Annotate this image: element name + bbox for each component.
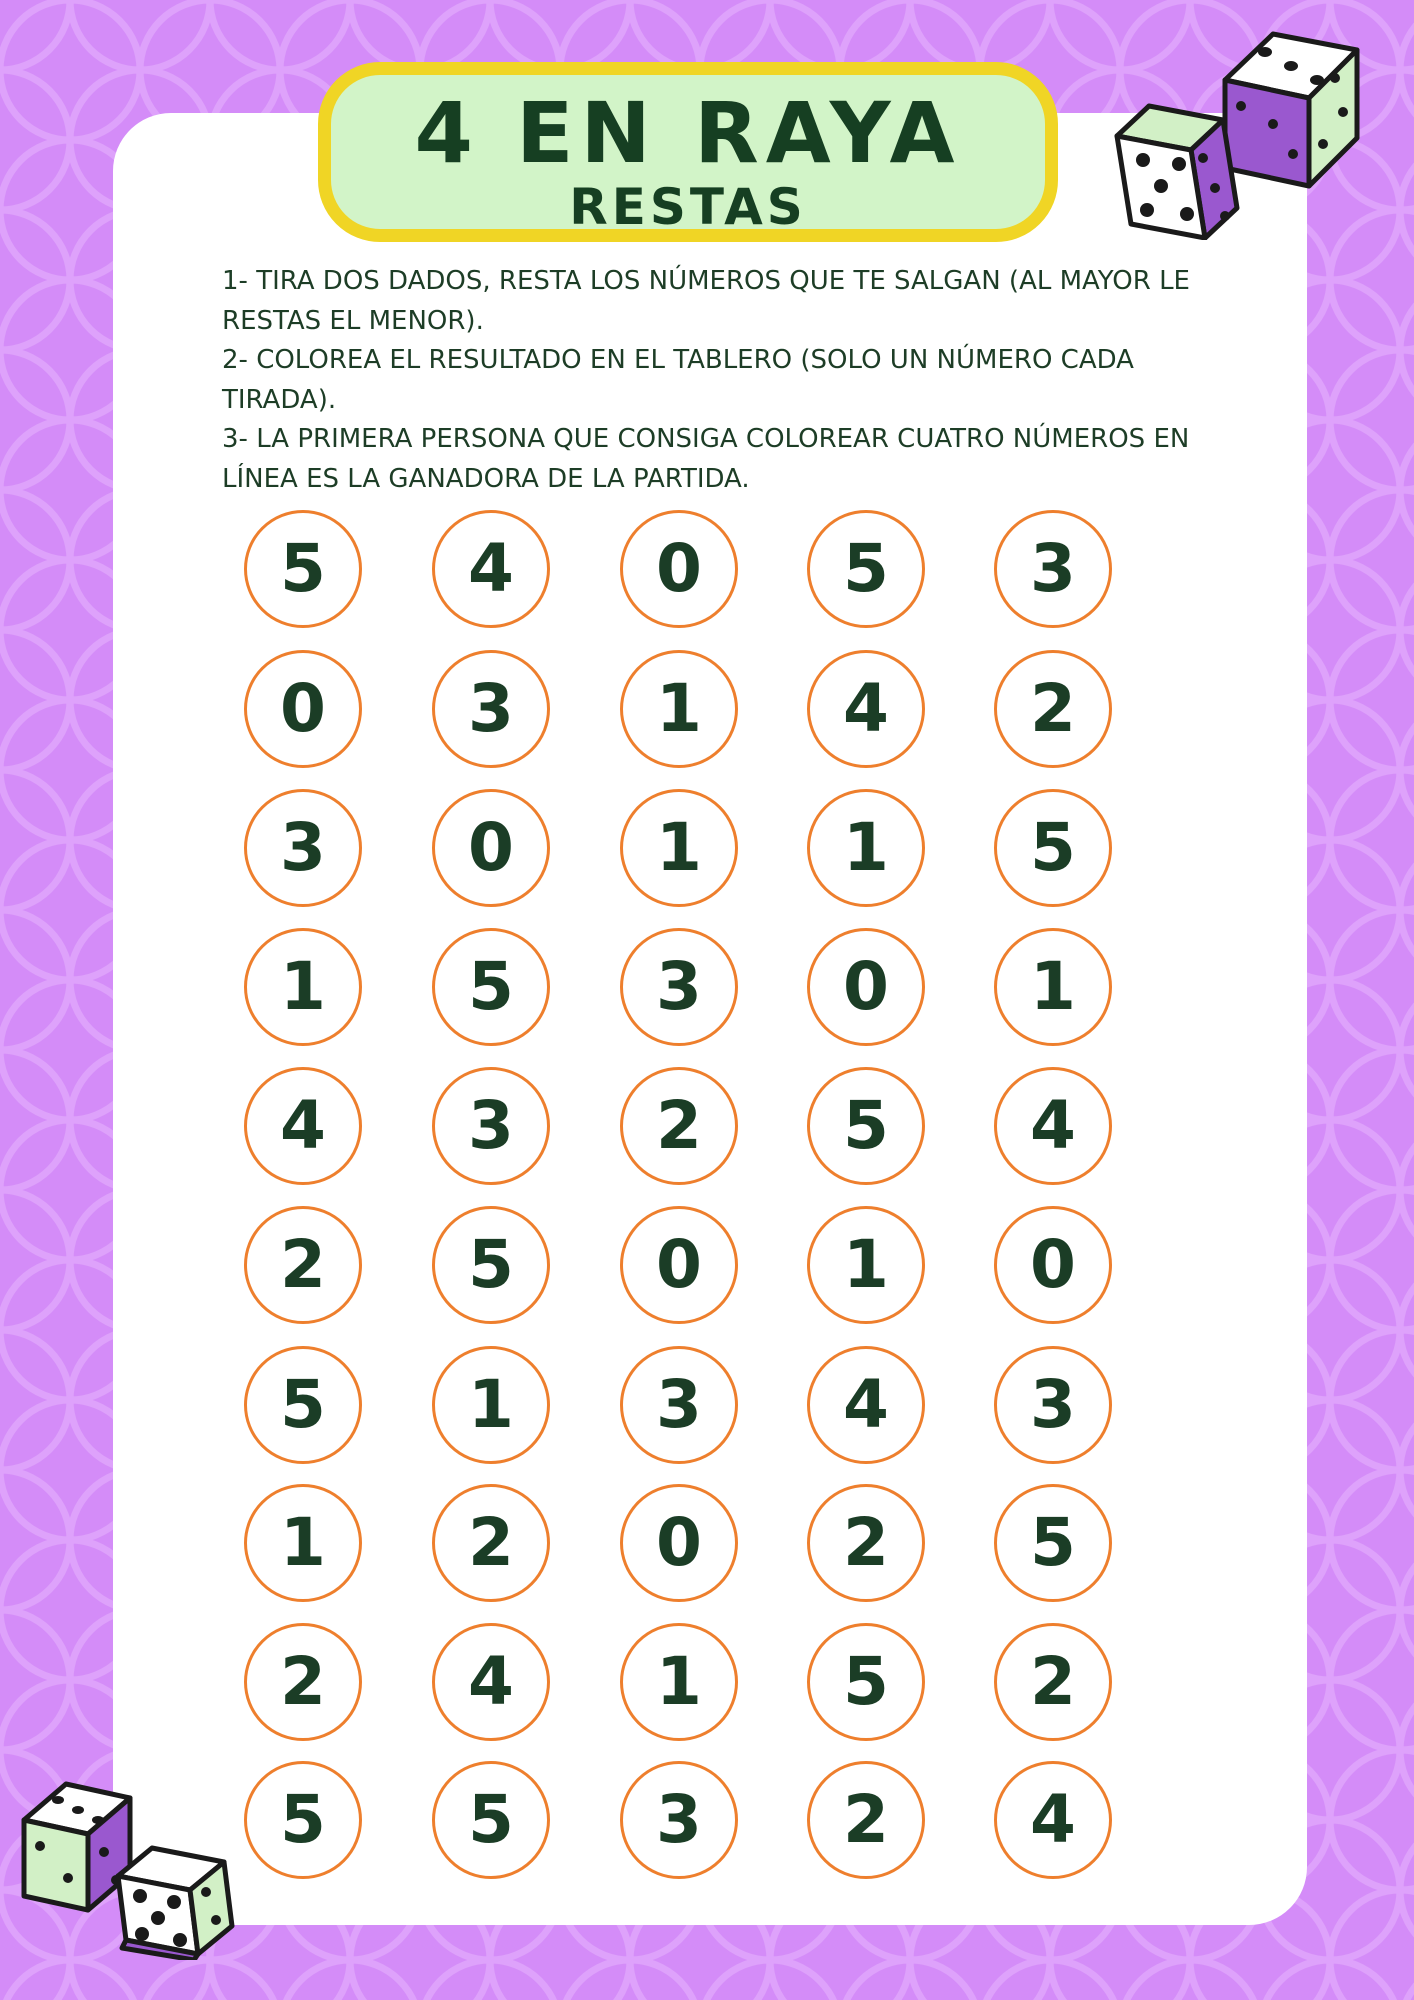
- board-cell: [994, 928, 1112, 1046]
- board-number: 0: [468, 809, 514, 886]
- board-cell: [994, 1206, 1112, 1324]
- board-cell: [432, 510, 550, 628]
- board-number: 2: [280, 1226, 326, 1303]
- page-subtitle: RESTAS: [569, 178, 807, 236]
- board-cell: [244, 1484, 362, 1602]
- board-cell: [807, 650, 925, 768]
- board-cell: [620, 510, 738, 628]
- board-cell: [807, 1761, 925, 1879]
- board-number: 1: [843, 809, 889, 886]
- board-cell: [620, 1206, 738, 1324]
- dice-pair-top-right-icon: [1105, 28, 1363, 240]
- instruction-3: 3- LA PRIMERA PERSONA QUE CONSIGA COLOREAR CUATRO NÚMEROS EN LÍNEA ES LA GANADORA DE LA PARTIDA.: [222, 424, 1190, 494]
- board-cell: [432, 1067, 550, 1185]
- board-number: 5: [280, 1366, 326, 1443]
- board-cell: [244, 650, 362, 768]
- board-number: 5: [1030, 809, 1076, 886]
- board-number: 1: [656, 1643, 702, 1720]
- board-number: 5: [468, 1226, 514, 1303]
- board-number: 5: [1030, 1504, 1076, 1581]
- board-cell: [432, 1623, 550, 1741]
- board-number: 1: [1030, 948, 1076, 1025]
- board-number: 5: [843, 530, 889, 607]
- board-number: 4: [468, 1643, 514, 1720]
- instruction-2: 2- COLOREA EL RESULTADO EN EL TABLERO (SOLO UN NÚMERO CADA TIRADA).: [222, 345, 1134, 415]
- board-number: 2: [656, 1087, 702, 1164]
- board-number: 0: [843, 948, 889, 1025]
- board-number: 2: [280, 1643, 326, 1720]
- board-cell: [620, 789, 738, 907]
- board-cell: [807, 1067, 925, 1185]
- board-number: 4: [468, 530, 514, 607]
- page-title: 4 EN RAYA: [414, 84, 962, 182]
- board-number: 0: [656, 530, 702, 607]
- board-number: 5: [843, 1087, 889, 1164]
- board-cell: [620, 1067, 738, 1185]
- board-number: 3: [280, 809, 326, 886]
- board-cell: [807, 789, 925, 907]
- board-number: 1: [468, 1366, 514, 1443]
- board-cell: [994, 1761, 1112, 1879]
- board-cell: [994, 1484, 1112, 1602]
- board-number: 3: [1030, 530, 1076, 607]
- board-number: 4: [843, 1366, 889, 1443]
- board-number: 5: [280, 1781, 326, 1858]
- board-number: 2: [843, 1504, 889, 1581]
- board-cell: [432, 650, 550, 768]
- board-number: 0: [280, 670, 326, 747]
- board-number: 3: [1030, 1366, 1076, 1443]
- board-cell: [620, 1484, 738, 1602]
- board-number: 4: [843, 670, 889, 747]
- board-cell: [994, 650, 1112, 768]
- board-number: 3: [656, 1366, 702, 1443]
- board-cell: [244, 1623, 362, 1741]
- board-number: 2: [1030, 1643, 1076, 1720]
- board-cell: [807, 1346, 925, 1464]
- board-cell: [620, 1761, 738, 1879]
- board-number: 0: [656, 1504, 702, 1581]
- board-cell: [244, 510, 362, 628]
- board-number: 4: [280, 1087, 326, 1164]
- board-cell: [432, 1761, 550, 1879]
- board-number: 4: [1030, 1087, 1076, 1164]
- board-number: 5: [468, 948, 514, 1025]
- board-cell: [432, 789, 550, 907]
- board-cell: [807, 1623, 925, 1741]
- board-number: 2: [468, 1504, 514, 1581]
- board-cell: [807, 928, 925, 1046]
- board-cell: [994, 1346, 1112, 1464]
- board-cell: [807, 1206, 925, 1324]
- board-number: 2: [843, 1781, 889, 1858]
- board-cell: [620, 1623, 738, 1741]
- board-number: 5: [280, 530, 326, 607]
- board-number: 3: [656, 1781, 702, 1858]
- board-number: 0: [1030, 1226, 1076, 1303]
- board-number: 3: [468, 670, 514, 747]
- board-number: 1: [280, 1504, 326, 1581]
- board-cell: [994, 789, 1112, 907]
- board-number: 1: [280, 948, 326, 1025]
- board-cell: [994, 1623, 1112, 1741]
- dice-pair-bottom-left-icon: [18, 1770, 238, 1960]
- board-number: 4: [1030, 1781, 1076, 1858]
- board-cell: [620, 1346, 738, 1464]
- board-cell: [807, 1484, 925, 1602]
- board-number: 1: [843, 1226, 889, 1303]
- board-cell: [807, 510, 925, 628]
- board-cell: [620, 928, 738, 1046]
- board-cell: [432, 1346, 550, 1464]
- board-cell: [244, 1206, 362, 1324]
- board-cell: [244, 789, 362, 907]
- board-number: 3: [468, 1087, 514, 1164]
- board-cell: [994, 510, 1112, 628]
- board-cell: [244, 1346, 362, 1464]
- board-cell: [244, 1067, 362, 1185]
- board-cell: [244, 928, 362, 1046]
- board-cell: [994, 1067, 1112, 1185]
- board-cell: [432, 1206, 550, 1324]
- board-number: 1: [656, 670, 702, 747]
- board-number: 5: [468, 1781, 514, 1858]
- board-cell: [620, 650, 738, 768]
- board-number: 2: [1030, 670, 1076, 747]
- board-number: 1: [656, 809, 702, 886]
- board-cell: [432, 928, 550, 1046]
- instruction-1: 1- TIRA DOS DADOS, RESTA LOS NÚMEROS QUE TE SALGAN (AL MAYOR LE RESTAS EL MENOR).: [222, 266, 1190, 336]
- board-number: 3: [656, 948, 702, 1025]
- board-cell: [244, 1761, 362, 1879]
- board-number: 0: [656, 1226, 702, 1303]
- board-number: 5: [843, 1643, 889, 1720]
- board-cell: [432, 1484, 550, 1602]
